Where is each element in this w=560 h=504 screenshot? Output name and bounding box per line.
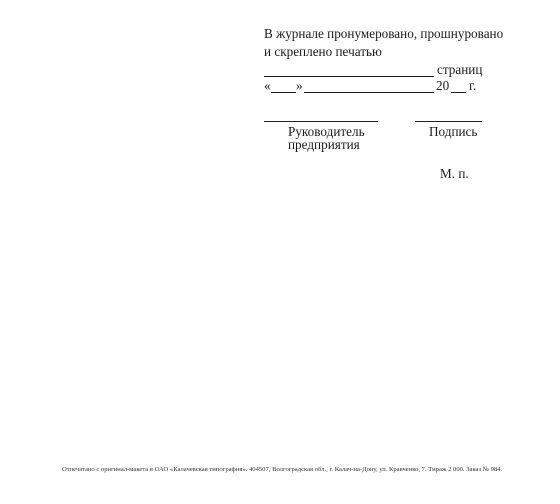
certification-line-2: и скреплено печатью [264,44,382,59]
date-close-quote: » [296,78,303,93]
year-suffix: г. [469,78,477,93]
manager-label-line-1: Руководитель [288,124,365,139]
year-prefix: 20 [436,78,450,93]
date-open-quote: « [264,78,271,93]
year-blank-line [451,92,466,93]
stamp-label: М. п. [440,166,469,181]
pages-suffix-label: страниц [437,62,483,77]
signature-label: Подпись [429,124,478,139]
signature-line [415,121,482,122]
manager-signature-line [264,121,378,122]
printer-imprint-footer: Отпечатано с оригинал-макета в ОАО «Калачевская типография». 404507, Волгоградская обл., г. Калач-на-Дону, ул. Кравченко, 7. Тираж 2 000. Заказ № 984. [62,466,503,473]
month-blank-line [304,92,434,93]
page-count-blank-line [264,76,434,77]
certification-line-1: В журнале пронумеровано, прошнуровано [264,26,504,41]
manager-label-line-2: предприятия [288,137,360,152]
day-blank-line [271,92,296,93]
